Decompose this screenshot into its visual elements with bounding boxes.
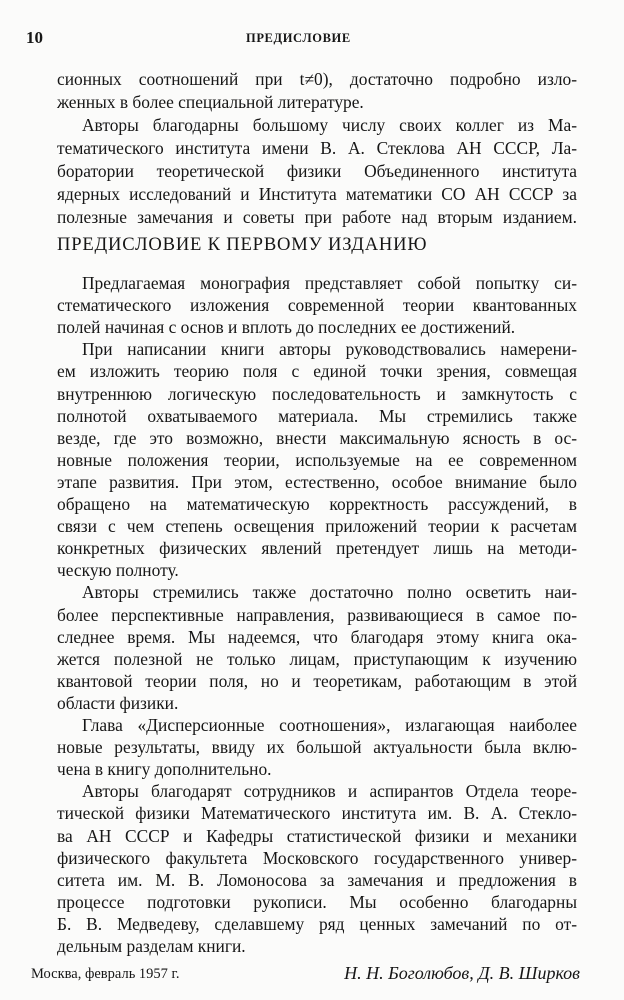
text-line: полезные замечания и советы при работе над вторым изданием. <box>57 207 577 227</box>
text-line: Предлагаемая монография представляет собой попытку си- <box>82 273 577 293</box>
text-line: внутреннюю логическую последовательность и замкнутость с <box>57 383 577 404</box>
text-line: этапе развития. При этом, естественно, особое внимание было <box>57 471 577 492</box>
text-line: Авторы стремились также достаточно полно осветить наи- <box>82 582 577 603</box>
section-heading: ПРЕДИСЛОВИЕ К ПЕРВОМУ ИЗДАНИЮ <box>57 234 428 255</box>
text-line: дельным разделам книги. <box>57 936 246 956</box>
text-line: Авторы благодарны большому числу своих коллег из Ма- <box>82 115 577 135</box>
text-line: конкретных физических явлений претендует лишь на методи- <box>57 538 577 559</box>
text-line: При написании книги авторы руководствовались намерени- <box>82 339 577 360</box>
text-line: чена в книгу дополнительно. <box>57 759 272 780</box>
text-line: полнотой охватываемого материала. Мы стремились также <box>57 405 577 426</box>
text-line: процессе подготовки рукописи. Мы особенно благодарны <box>57 891 577 912</box>
text-line: ситета им. М. В. Ломоносова за замечания и предложения в <box>57 869 577 890</box>
text-line: полей начиная с основ и вплоть до последних ее достижений. <box>57 317 516 338</box>
text-line: связи с чем степень освещения приложений теории к расчетам <box>57 516 577 537</box>
text-line: жется полезной не только лицам, приступающим к изучению <box>57 648 577 669</box>
text-line: физического факультета Московского государственного универ- <box>57 847 577 868</box>
text-line: везде, где это возможно, внести максимальную ясность в ос- <box>57 427 577 448</box>
text-line: ядерных исследований и Института математики СО АН СССР за <box>57 184 577 204</box>
place-and-date: Москва, февраль 1957 г. <box>31 966 180 982</box>
text-line: женных в более специальной литературе. <box>57 92 364 112</box>
text-line: стематического изложения современной теории квантованных <box>57 295 577 316</box>
text-line: ва АН СССР и Кафедры статистической физики и механики <box>57 825 577 846</box>
text-line: Б. В. Медведеву, сделавшему ряд ценных замечаний по от- <box>57 913 577 934</box>
text-line: квантовой теории поля, но и теоретикам, работающим в этой <box>57 670 577 691</box>
text-line: тематического института имени В. А. Стеклова АН СССР, Ла- <box>57 138 577 158</box>
text-line: Глава «Дисперсионные соотношения», излагающая наиболее <box>82 715 577 735</box>
text-line: обращено на математическую корректность рассуждений, в <box>57 494 577 514</box>
text-line: тической физики Математического института им. В. А. Стекло- <box>57 803 577 824</box>
text-line: следнее время. Мы надеемся, что благодаря этому книга ока- <box>57 626 577 647</box>
page-number: 10 <box>26 28 43 47</box>
running-title: ПРЕДИСЛОВИЕ <box>246 31 351 45</box>
text-line: более перспективные направления, развивающиеся в самое по- <box>57 604 577 625</box>
text-line: сионных соотношений при t≠0), достаточно подробно изло- <box>57 69 577 89</box>
text-line: новые результаты, ввиду их большой актуальности была вклю- <box>57 737 577 758</box>
text-line: ческую полноту. <box>57 560 179 581</box>
text-line: Авторы благодарят сотрудников и аспирантов Отдела теоре- <box>82 781 577 802</box>
running-head <box>26 28 586 48</box>
text-line: новные положения теории, используемые на ее современном <box>57 449 577 470</box>
text-line: области физики. <box>57 692 179 713</box>
text-line: ем изложить теорию поля с единой точки зрения, совмещая <box>57 361 577 382</box>
authors-signature: Н. Н. Боголюбов, Д. В. Ширков <box>344 963 580 983</box>
text-line: боратории теоретической физики Объединенного института <box>57 161 577 181</box>
